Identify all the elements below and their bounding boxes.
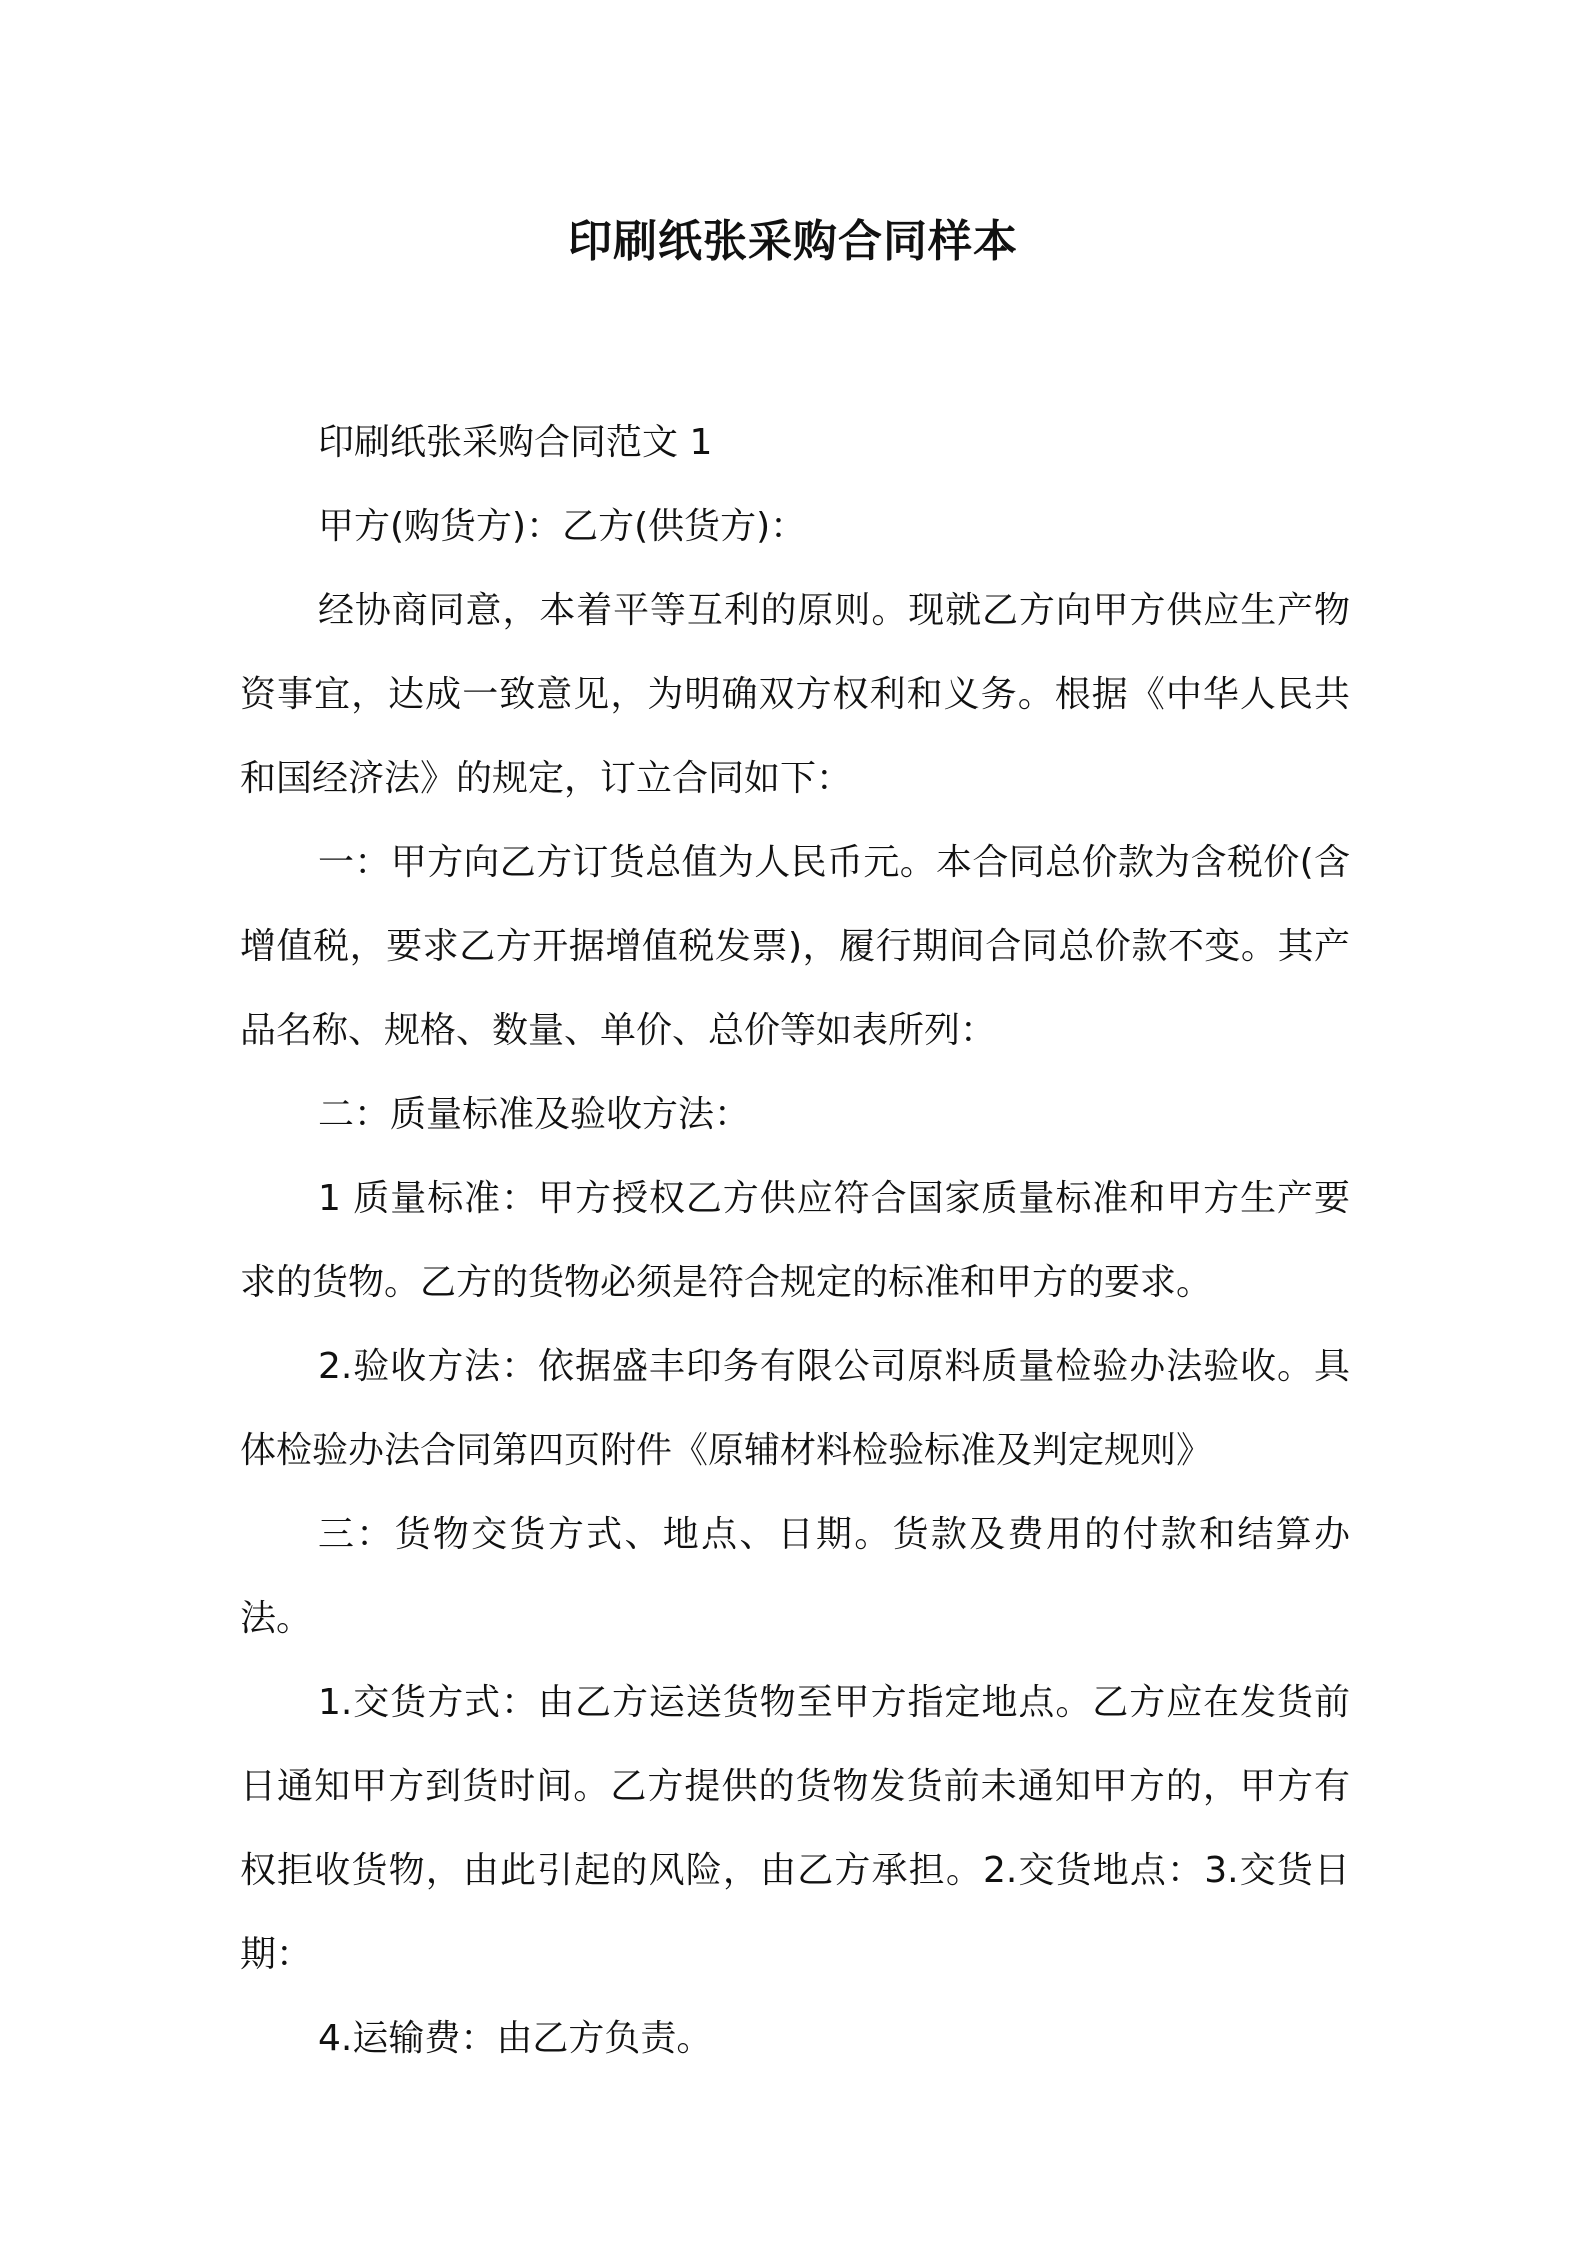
paragraph-quality-standard: 1 质量标准：甲方授权乙方供应符合国家质量标准和甲方生产要求的货物。乙方的货物必须是符合规定的标准和甲方的要求。 [240, 1178, 1350, 1303]
document-title: 印刷纸张采购合同样本 [568, 216, 1018, 267]
paragraph-preamble: 经协商同意，本着平等互利的原则。现就乙方向甲方供应生产物资事宜，达成一致意见，为明确双方权利和义务。根据《中华人民共和国经济法》的规定，订立合同如下： [240, 590, 1350, 799]
paragraph-heading: 印刷纸张采购合同范文 1 [318, 422, 713, 463]
paragraph-delivery: 1.交货方式：由乙方运送货物至甲方指定地点。乙方应在发货前日通知甲方到货时间。乙方提供的货物发货前未通知甲方的，甲方有权拒收货物，由此引起的风险，由乙方承担。2.交货地点：3.交货日期： [240, 1682, 1350, 1975]
paragraph-transport-fee: 4.运输费：由乙方负责。 [318, 2018, 713, 2059]
paragraph-clause-2: 二：质量标准及验收方法： [318, 1094, 751, 1135]
paragraph-acceptance-method: 2.验收方法：依据盛丰印务有限公司原料质量检验办法验收。具体检验办法合同第四页附件《原辅材料检验标准及判定规则》 [240, 1346, 1350, 1471]
paragraph-clause-3: 三：货物交货方式、地点、日期。货款及费用的付款和结算办法。 [240, 1514, 1350, 1639]
paragraph-parties: 甲方(购货方)：乙方(供货方)： [318, 506, 807, 547]
document-body [240, 401, 1350, 2081]
paragraph-clause-1: 一：甲方向乙方订货总值为人民币元。本合同总价款为含税价(含增值税，要求乙方开据增值税发票)，履行期间合同总价款不变。其产品名称、规格、数量、单价、总价等如表所列： [240, 842, 1350, 1051]
